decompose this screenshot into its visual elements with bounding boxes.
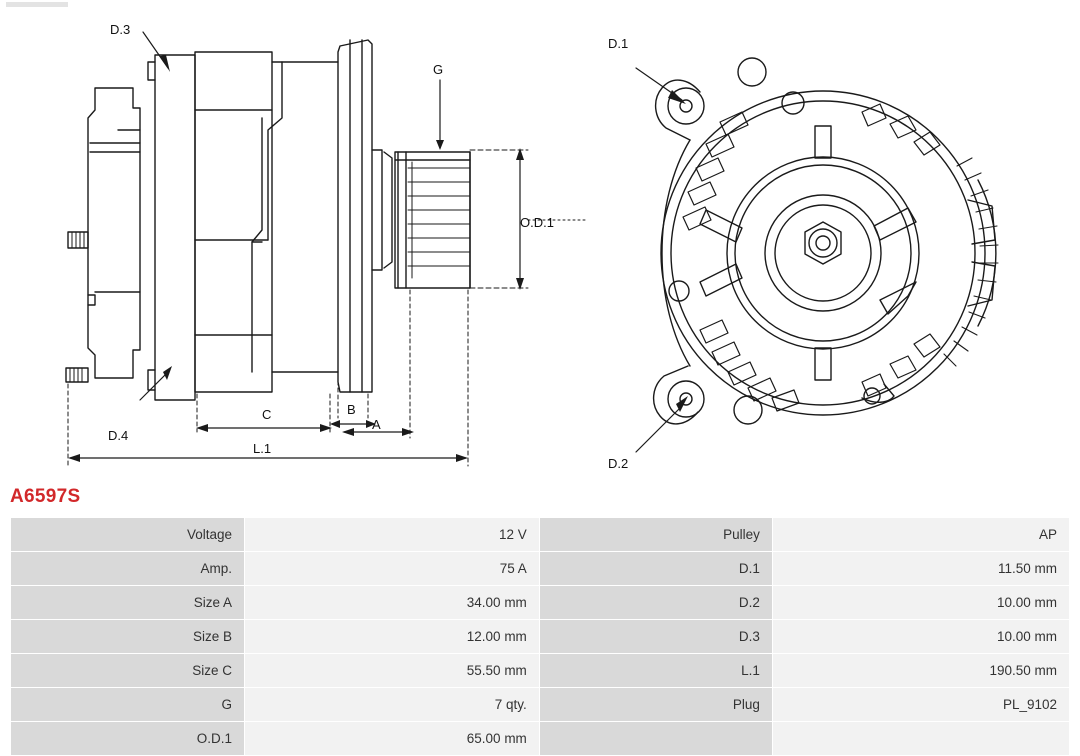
callout-d1-label: D.1 — [608, 36, 629, 51]
callout-b-label: B — [347, 402, 356, 417]
callout-od1-label: O.D.1 — [520, 215, 554, 230]
spec-value: 75 A — [245, 552, 540, 586]
spec-value: 34.00 mm — [245, 586, 540, 620]
table-row — [11, 552, 1070, 586]
spec-key: Plug — [539, 688, 772, 722]
spec-value: 11.50 mm — [772, 552, 1069, 586]
callout-a-label: A — [372, 417, 381, 432]
spec-value: 7 qty. — [245, 688, 540, 722]
spec-key: D.1 — [539, 552, 772, 586]
spec-value: 10.00 mm — [772, 586, 1069, 620]
spec-value: 65.00 mm — [245, 722, 540, 756]
spec-key: L.1 — [539, 654, 772, 688]
table-row — [11, 654, 1070, 688]
table-row — [11, 722, 1070, 756]
spec-value: 10.00 mm — [772, 620, 1069, 654]
callout-l1-label: L.1 — [253, 441, 272, 456]
callout-g-label: G — [433, 62, 444, 77]
spec-key: D.2 — [539, 586, 772, 620]
spec-value: PL_9102 — [772, 688, 1069, 722]
spec-key: Amp. — [11, 552, 245, 586]
spec-value: 12 V — [245, 518, 540, 552]
table-row — [11, 586, 1070, 620]
spec-key: D.3 — [539, 620, 772, 654]
callout-d4-label: D.4 — [108, 428, 129, 443]
table-row — [11, 620, 1070, 654]
spec-value-empty — [772, 722, 1069, 756]
spec-key: Size C — [11, 654, 245, 688]
callout-c-label: C — [262, 407, 272, 422]
spec-key: Pulley — [539, 518, 772, 552]
table-row — [11, 518, 1070, 552]
spec-value: AP — [772, 518, 1069, 552]
table-row — [11, 688, 1070, 722]
callout-d3-label: D.3 — [110, 22, 131, 37]
callout-d2-label: D.2 — [608, 456, 629, 471]
specification-table — [10, 517, 1070, 756]
spec-key: G — [11, 688, 245, 722]
spec-key-empty — [539, 722, 772, 756]
spec-key: Size B — [11, 620, 245, 654]
spec-value: 55.50 mm — [245, 654, 540, 688]
spec-key: Size A — [11, 586, 245, 620]
part-number: A6597S — [10, 486, 81, 507]
spec-value: 12.00 mm — [245, 620, 540, 654]
spec-key: O.D.1 — [11, 722, 245, 756]
spec-key: Voltage — [11, 518, 245, 552]
spec-value: 190.50 mm — [772, 654, 1069, 688]
